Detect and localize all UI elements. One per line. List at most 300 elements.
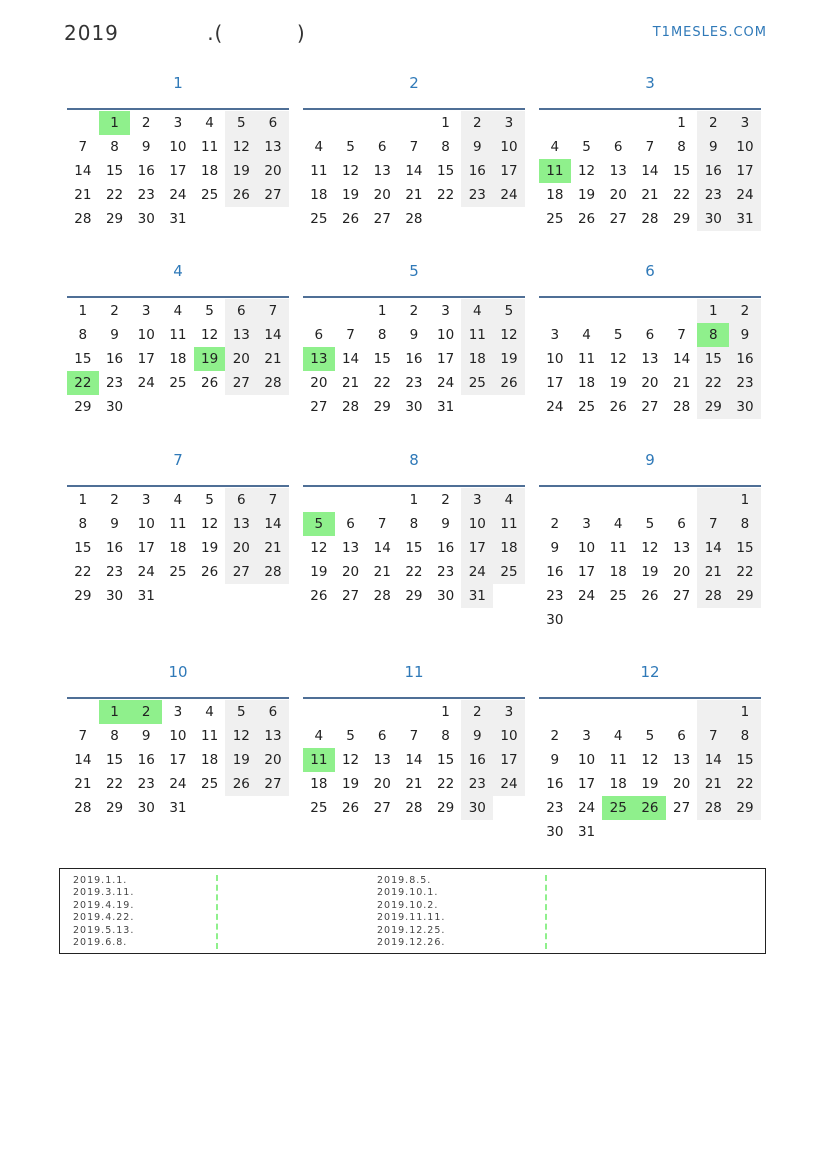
day-cell[interactable]: 18 bbox=[310, 187, 328, 203]
day-cell[interactable]: 19 bbox=[493, 347, 525, 371]
day-cell[interactable]: 24 bbox=[493, 183, 525, 207]
day-cell[interactable]: 28 bbox=[697, 584, 729, 608]
day-cell[interactable]: 13 bbox=[373, 163, 391, 179]
day-cell[interactable]: 23 bbox=[697, 183, 729, 207]
day-cell[interactable]: 17 bbox=[493, 159, 525, 183]
day-cell[interactable]: 8 bbox=[110, 728, 119, 744]
day-cell[interactable]: 12 bbox=[341, 163, 360, 179]
day-cell[interactable]: 17 bbox=[729, 159, 761, 183]
day-cell[interactable]: 2 bbox=[461, 111, 493, 135]
day-cell[interactable]: 12 bbox=[201, 327, 219, 343]
day-cell[interactable]: 26 bbox=[634, 796, 666, 820]
day-cell[interactable]: 16 bbox=[437, 540, 455, 556]
day-cell[interactable]: 4 bbox=[205, 115, 214, 131]
day-cell[interactable]: 16 bbox=[546, 776, 564, 792]
day-cell[interactable]: 7 bbox=[377, 516, 387, 532]
day-cell[interactable]: 29 bbox=[729, 796, 761, 820]
day-cell[interactable]: 17 bbox=[577, 776, 596, 792]
day-cell[interactable]: 6 bbox=[645, 327, 655, 343]
day-cell[interactable]: 21 bbox=[405, 776, 423, 792]
day-cell[interactable]: 30 bbox=[137, 800, 155, 816]
day-cell[interactable]: 9 bbox=[110, 327, 119, 343]
day-cell[interactable]: 28 bbox=[74, 800, 92, 816]
day-cell[interactable]: 8 bbox=[110, 139, 119, 155]
day-cell[interactable]: 3 bbox=[461, 488, 493, 512]
day-cell[interactable]: 8 bbox=[441, 728, 450, 744]
day-cell[interactable]: 24 bbox=[729, 183, 761, 207]
day-cell[interactable]: 15 bbox=[105, 163, 124, 179]
day-cell[interactable]: 16 bbox=[729, 347, 761, 371]
day-cell[interactable]: 27 bbox=[225, 371, 257, 395]
day-cell[interactable]: 9 bbox=[697, 135, 729, 159]
day-cell[interactable]: 15 bbox=[405, 540, 423, 556]
day-cell[interactable]: 8 bbox=[409, 516, 419, 532]
day-cell[interactable]: 7 bbox=[78, 139, 88, 155]
day-cell[interactable]: 14 bbox=[405, 752, 423, 768]
day-cell[interactable]: 22 bbox=[105, 776, 124, 792]
day-cell[interactable]: 9 bbox=[141, 728, 151, 744]
day-cell[interactable]: 29 bbox=[673, 211, 691, 227]
day-cell[interactable]: 6 bbox=[225, 488, 257, 512]
day-cell[interactable]: 15 bbox=[437, 163, 455, 179]
day-cell[interactable]: 26 bbox=[310, 588, 328, 604]
day-cell[interactable]: 16 bbox=[405, 351, 423, 367]
day-cell[interactable]: 16 bbox=[137, 752, 155, 768]
day-cell[interactable]: 22 bbox=[437, 187, 455, 203]
day-cell[interactable]: 14 bbox=[697, 748, 729, 772]
day-cell[interactable]: 2 bbox=[141, 115, 151, 131]
day-cell[interactable]: 22 bbox=[437, 776, 455, 792]
day-cell[interactable]: 9 bbox=[110, 516, 119, 532]
day-cell[interactable]: 17 bbox=[461, 536, 493, 560]
day-cell[interactable]: 26 bbox=[609, 399, 627, 415]
day-cell[interactable]: 10 bbox=[577, 752, 596, 768]
day-cell[interactable]: 26 bbox=[641, 588, 659, 604]
day-cell[interactable]: 11 bbox=[201, 139, 219, 155]
day-cell[interactable]: 29 bbox=[437, 800, 455, 816]
day-cell[interactable]: 21 bbox=[697, 772, 729, 796]
day-cell[interactable]: 28 bbox=[74, 211, 92, 227]
day-cell[interactable]: 30 bbox=[105, 588, 124, 604]
day-cell[interactable]: 16 bbox=[461, 748, 493, 772]
day-cell[interactable]: 6 bbox=[257, 111, 289, 135]
day-cell[interactable]: 24 bbox=[437, 375, 455, 391]
day-cell[interactable]: 25 bbox=[609, 588, 627, 604]
day-cell[interactable]: 21 bbox=[341, 375, 360, 391]
day-cell[interactable]: 4 bbox=[550, 139, 560, 155]
day-cell[interactable]: 1 bbox=[697, 299, 729, 323]
day-cell[interactable]: 3 bbox=[582, 728, 591, 744]
day-cell[interactable]: 24 bbox=[169, 187, 187, 203]
day-cell[interactable]: 26 bbox=[225, 772, 257, 796]
day-cell[interactable]: 3 bbox=[729, 111, 761, 135]
day-cell[interactable]: 25 bbox=[310, 211, 328, 227]
day-cell[interactable]: 31 bbox=[461, 584, 493, 608]
day-cell[interactable]: 13 bbox=[225, 512, 257, 536]
day-cell[interactable]: 13 bbox=[673, 540, 691, 556]
day-cell[interactable]: 7 bbox=[257, 488, 289, 512]
day-cell[interactable]: 29 bbox=[729, 584, 761, 608]
day-cell[interactable]: 11 bbox=[609, 752, 627, 768]
day-cell[interactable]: 18 bbox=[609, 564, 627, 580]
day-cell[interactable]: 10 bbox=[169, 139, 187, 155]
day-cell[interactable]: 12 bbox=[493, 323, 525, 347]
day-cell[interactable]: 2 bbox=[110, 492, 119, 508]
day-cell[interactable]: 30 bbox=[137, 211, 155, 227]
day-cell[interactable]: 9 bbox=[441, 516, 450, 532]
day-cell[interactable]: 13 bbox=[641, 351, 659, 367]
day-cell[interactable]: 5 bbox=[225, 111, 257, 135]
day-cell[interactable]: 23 bbox=[405, 375, 423, 391]
day-cell[interactable]: 1 bbox=[729, 700, 761, 724]
day-cell[interactable]: 6 bbox=[677, 516, 686, 532]
day-cell[interactable]: 28 bbox=[697, 796, 729, 820]
day-cell[interactable]: 27 bbox=[257, 772, 289, 796]
day-cell[interactable]: 5 bbox=[303, 512, 335, 536]
day-cell[interactable]: 20 bbox=[257, 159, 289, 183]
day-cell[interactable]: 2 bbox=[441, 492, 450, 508]
day-cell[interactable]: 8 bbox=[78, 516, 88, 532]
day-cell[interactable]: 20 bbox=[641, 375, 659, 391]
day-cell[interactable]: 25 bbox=[461, 371, 493, 395]
day-cell[interactable]: 4 bbox=[173, 303, 183, 319]
day-cell[interactable]: 11 bbox=[609, 540, 627, 556]
day-cell[interactable]: 3 bbox=[141, 492, 151, 508]
day-cell[interactable]: 14 bbox=[74, 163, 92, 179]
day-cell[interactable]: 20 bbox=[225, 536, 257, 560]
day-cell[interactable]: 18 bbox=[461, 347, 493, 371]
day-cell[interactable]: 23 bbox=[105, 564, 124, 580]
day-cell[interactable]: 10 bbox=[729, 135, 761, 159]
day-cell[interactable]: 14 bbox=[641, 163, 659, 179]
day-cell[interactable]: 29 bbox=[405, 588, 423, 604]
day-cell[interactable]: 23 bbox=[461, 772, 493, 796]
day-cell[interactable]: 31 bbox=[729, 207, 761, 231]
day-cell[interactable]: 2 bbox=[729, 299, 761, 323]
day-cell[interactable]: 5 bbox=[613, 327, 623, 343]
day-cell[interactable]: 5 bbox=[225, 700, 257, 724]
day-cell[interactable]: 1 bbox=[99, 700, 131, 724]
day-cell[interactable]: 2 bbox=[550, 516, 560, 532]
day-cell[interactable]: 6 bbox=[377, 728, 387, 744]
day-cell[interactable]: 29 bbox=[74, 399, 92, 415]
day-cell[interactable]: 27 bbox=[257, 183, 289, 207]
day-cell[interactable]: 28 bbox=[673, 399, 691, 415]
day-cell[interactable]: 15 bbox=[673, 163, 691, 179]
day-cell[interactable]: 22 bbox=[729, 772, 761, 796]
day-cell[interactable]: 30 bbox=[105, 399, 124, 415]
day-cell[interactable]: 4 bbox=[461, 299, 493, 323]
day-cell[interactable]: 24 bbox=[137, 375, 155, 391]
day-cell[interactable]: 16 bbox=[105, 351, 124, 367]
day-cell[interactable]: 17 bbox=[577, 564, 596, 580]
day-cell[interactable]: 12 bbox=[609, 351, 627, 367]
day-cell[interactable]: 26 bbox=[225, 183, 257, 207]
day-cell[interactable]: 21 bbox=[697, 560, 729, 584]
day-cell[interactable]: 1 bbox=[377, 303, 387, 319]
day-cell[interactable]: 3 bbox=[141, 303, 151, 319]
day-cell[interactable]: 25 bbox=[201, 187, 219, 203]
day-cell[interactable]: 15 bbox=[729, 748, 761, 772]
day-cell[interactable]: 14 bbox=[405, 163, 423, 179]
day-cell[interactable]: 9 bbox=[550, 752, 560, 768]
day-cell[interactable]: 3 bbox=[173, 704, 183, 720]
day-cell[interactable]: 16 bbox=[105, 540, 124, 556]
day-cell[interactable]: 1 bbox=[677, 115, 686, 131]
day-cell[interactable]: 10 bbox=[493, 135, 525, 159]
day-cell[interactable]: 10 bbox=[493, 724, 525, 748]
day-cell[interactable]: 8 bbox=[729, 512, 761, 536]
day-cell[interactable]: 31 bbox=[577, 824, 596, 840]
day-cell[interactable]: 19 bbox=[201, 540, 219, 556]
day-cell[interactable]: 26 bbox=[201, 375, 219, 391]
day-cell[interactable]: 3 bbox=[582, 516, 591, 532]
day-cell[interactable]: 23 bbox=[137, 187, 155, 203]
day-cell[interactable]: 30 bbox=[546, 612, 564, 628]
day-cell[interactable]: 23 bbox=[546, 800, 564, 816]
day-cell[interactable]: 16 bbox=[697, 159, 729, 183]
day-cell[interactable]: 16 bbox=[137, 163, 155, 179]
day-cell[interactable]: 29 bbox=[105, 211, 124, 227]
day-cell[interactable]: 27 bbox=[225, 560, 257, 584]
day-cell[interactable]: 2 bbox=[409, 303, 419, 319]
day-cell[interactable]: 8 bbox=[677, 139, 686, 155]
day-cell[interactable]: 15 bbox=[74, 351, 92, 367]
day-cell[interactable]: 21 bbox=[257, 536, 289, 560]
day-cell[interactable]: 20 bbox=[373, 776, 391, 792]
day-cell[interactable]: 5 bbox=[645, 516, 655, 532]
day-cell[interactable]: 7 bbox=[697, 724, 729, 748]
day-cell[interactable]: 5 bbox=[582, 139, 591, 155]
day-cell[interactable]: 6 bbox=[257, 700, 289, 724]
day-cell[interactable]: 29 bbox=[74, 588, 92, 604]
day-cell[interactable]: 30 bbox=[729, 395, 761, 419]
day-cell[interactable]: 4 bbox=[493, 488, 525, 512]
day-cell[interactable]: 30 bbox=[405, 399, 423, 415]
day-cell[interactable]: 3 bbox=[550, 327, 560, 343]
day-cell[interactable]: 11 bbox=[303, 748, 335, 772]
day-cell[interactable]: 19 bbox=[194, 347, 226, 371]
day-cell[interactable]: 20 bbox=[225, 347, 257, 371]
day-cell[interactable]: 31 bbox=[437, 399, 455, 415]
day-cell[interactable]: 10 bbox=[137, 327, 155, 343]
day-cell[interactable]: 20 bbox=[673, 776, 691, 792]
day-cell[interactable]: 8 bbox=[441, 139, 450, 155]
day-cell[interactable]: 1 bbox=[409, 492, 419, 508]
day-cell[interactable]: 25 bbox=[577, 399, 596, 415]
day-cell[interactable]: 15 bbox=[437, 752, 455, 768]
day-cell[interactable]: 2 bbox=[130, 700, 162, 724]
day-cell[interactable]: 28 bbox=[405, 800, 423, 816]
day-cell[interactable]: 7 bbox=[409, 139, 419, 155]
day-cell[interactable]: 14 bbox=[673, 351, 691, 367]
day-cell[interactable]: 13 bbox=[257, 724, 289, 748]
day-cell[interactable]: 30 bbox=[546, 824, 564, 840]
day-cell[interactable]: 21 bbox=[405, 187, 423, 203]
day-cell[interactable]: 25 bbox=[201, 776, 219, 792]
day-cell[interactable]: 7 bbox=[257, 299, 289, 323]
day-cell[interactable]: 17 bbox=[546, 375, 564, 391]
day-cell[interactable]: 25 bbox=[493, 560, 525, 584]
day-cell[interactable]: 24 bbox=[461, 560, 493, 584]
day-cell[interactable]: 18 bbox=[493, 536, 525, 560]
day-cell[interactable]: 6 bbox=[613, 139, 623, 155]
day-cell[interactable]: 18 bbox=[546, 187, 564, 203]
day-cell[interactable]: 12 bbox=[310, 540, 328, 556]
day-cell[interactable]: 11 bbox=[169, 516, 187, 532]
day-cell[interactable]: 15 bbox=[74, 540, 92, 556]
day-cell[interactable]: 20 bbox=[673, 564, 691, 580]
day-cell[interactable]: 22 bbox=[697, 371, 729, 395]
day-cell[interactable]: 27 bbox=[609, 211, 627, 227]
day-cell[interactable]: 19 bbox=[310, 564, 328, 580]
day-cell[interactable]: 8 bbox=[377, 327, 387, 343]
site-logo[interactable]: T1MESLES.COM bbox=[652, 25, 767, 40]
day-cell[interactable]: 14 bbox=[257, 512, 289, 536]
day-cell[interactable]: 29 bbox=[373, 399, 391, 415]
day-cell[interactable]: 1 bbox=[99, 111, 131, 135]
day-cell[interactable]: 28 bbox=[405, 211, 423, 227]
day-cell[interactable]: 11 bbox=[310, 163, 328, 179]
day-cell[interactable]: 7 bbox=[645, 139, 655, 155]
day-cell[interactable]: 10 bbox=[437, 327, 455, 343]
day-cell[interactable]: 6 bbox=[314, 327, 324, 343]
day-cell[interactable]: 19 bbox=[225, 159, 257, 183]
day-cell[interactable]: 8 bbox=[697, 323, 729, 347]
day-cell[interactable]: 24 bbox=[577, 588, 596, 604]
day-cell[interactable]: 5 bbox=[645, 728, 655, 744]
day-cell[interactable]: 13 bbox=[341, 540, 360, 556]
day-cell[interactable]: 12 bbox=[341, 752, 360, 768]
day-cell[interactable]: 9 bbox=[409, 327, 419, 343]
day-cell[interactable]: 14 bbox=[257, 323, 289, 347]
day-cell[interactable]: 23 bbox=[137, 776, 155, 792]
day-cell[interactable]: 3 bbox=[173, 115, 183, 131]
day-cell[interactable]: 1 bbox=[441, 115, 450, 131]
day-cell[interactable]: 17 bbox=[169, 163, 187, 179]
day-cell[interactable]: 22 bbox=[373, 375, 391, 391]
day-cell[interactable]: 30 bbox=[437, 588, 455, 604]
day-cell[interactable]: 2 bbox=[110, 303, 119, 319]
day-cell[interactable]: 7 bbox=[346, 327, 355, 343]
day-cell[interactable]: 28 bbox=[641, 211, 659, 227]
day-cell[interactable]: 15 bbox=[697, 347, 729, 371]
day-cell[interactable]: 9 bbox=[550, 540, 560, 556]
day-cell[interactable]: 30 bbox=[461, 796, 493, 820]
day-cell[interactable]: 18 bbox=[201, 752, 219, 768]
day-cell[interactable]: 19 bbox=[341, 776, 360, 792]
day-cell[interactable]: 9 bbox=[461, 724, 493, 748]
day-cell[interactable]: 2 bbox=[697, 111, 729, 135]
day-cell[interactable]: 16 bbox=[461, 159, 493, 183]
day-cell[interactable]: 25 bbox=[602, 796, 634, 820]
day-cell[interactable]: 28 bbox=[257, 560, 289, 584]
day-cell[interactable]: 18 bbox=[609, 776, 627, 792]
day-cell[interactable]: 12 bbox=[201, 516, 219, 532]
day-cell[interactable]: 30 bbox=[697, 207, 729, 231]
day-cell[interactable]: 24 bbox=[546, 399, 564, 415]
day-cell[interactable]: 28 bbox=[341, 399, 360, 415]
day-cell[interactable]: 26 bbox=[341, 211, 360, 227]
day-cell[interactable]: 14 bbox=[373, 540, 391, 556]
day-cell[interactable]: 6 bbox=[225, 299, 257, 323]
day-cell[interactable]: 10 bbox=[577, 540, 596, 556]
day-cell[interactable]: 27 bbox=[641, 399, 659, 415]
day-cell[interactable]: 24 bbox=[137, 564, 155, 580]
day-cell[interactable]: 4 bbox=[205, 704, 214, 720]
day-cell[interactable]: 25 bbox=[169, 375, 187, 391]
day-cell[interactable]: 1 bbox=[729, 488, 761, 512]
day-cell[interactable]: 21 bbox=[641, 187, 659, 203]
day-cell[interactable]: 9 bbox=[141, 139, 151, 155]
day-cell[interactable]: 22 bbox=[729, 560, 761, 584]
day-cell[interactable]: 13 bbox=[225, 323, 257, 347]
day-cell[interactable]: 28 bbox=[257, 371, 289, 395]
day-cell[interactable]: 11 bbox=[577, 351, 596, 367]
day-cell[interactable]: 27 bbox=[310, 399, 328, 415]
day-cell[interactable]: 12 bbox=[577, 163, 596, 179]
day-cell[interactable]: 22 bbox=[74, 564, 92, 580]
day-cell[interactable]: 1 bbox=[78, 303, 88, 319]
day-cell[interactable]: 6 bbox=[346, 516, 355, 532]
day-cell[interactable]: 22 bbox=[67, 371, 99, 395]
day-cell[interactable]: 27 bbox=[373, 211, 391, 227]
day-cell[interactable]: 17 bbox=[137, 351, 155, 367]
day-cell[interactable]: 27 bbox=[341, 588, 360, 604]
day-cell[interactable]: 7 bbox=[697, 512, 729, 536]
day-cell[interactable]: 19 bbox=[641, 564, 659, 580]
day-cell[interactable]: 21 bbox=[673, 375, 691, 391]
day-cell[interactable]: 15 bbox=[729, 536, 761, 560]
day-cell[interactable]: 31 bbox=[169, 800, 187, 816]
day-cell[interactable]: 11 bbox=[169, 327, 187, 343]
day-cell[interactable]: 28 bbox=[373, 588, 391, 604]
day-cell[interactable]: 10 bbox=[137, 516, 155, 532]
day-cell[interactable]: 12 bbox=[641, 752, 659, 768]
day-cell[interactable]: 29 bbox=[697, 395, 729, 419]
day-cell[interactable]: 20 bbox=[310, 375, 328, 391]
day-cell[interactable]: 2 bbox=[550, 728, 560, 744]
day-cell[interactable]: 10 bbox=[169, 728, 187, 744]
day-cell[interactable]: 24 bbox=[577, 800, 596, 816]
day-cell[interactable]: 23 bbox=[461, 183, 493, 207]
day-cell[interactable]: 14 bbox=[74, 752, 92, 768]
day-cell[interactable]: 17 bbox=[493, 748, 525, 772]
day-cell[interactable]: 4 bbox=[613, 516, 623, 532]
day-cell[interactable]: 4 bbox=[314, 139, 324, 155]
day-cell[interactable]: 9 bbox=[729, 323, 761, 347]
day-cell[interactable]: 11 bbox=[461, 323, 493, 347]
day-cell[interactable]: 4 bbox=[613, 728, 623, 744]
day-cell[interactable]: 3 bbox=[441, 303, 450, 319]
day-cell[interactable]: 26 bbox=[493, 371, 525, 395]
day-cell[interactable]: 15 bbox=[105, 752, 124, 768]
day-cell[interactable]: 26 bbox=[577, 211, 596, 227]
day-cell[interactable]: 18 bbox=[169, 351, 187, 367]
day-cell[interactable]: 19 bbox=[225, 748, 257, 772]
day-cell[interactable]: 17 bbox=[137, 540, 155, 556]
day-cell[interactable]: 13 bbox=[673, 752, 691, 768]
day-cell[interactable]: 13 bbox=[303, 347, 335, 371]
day-cell[interactable]: 6 bbox=[677, 728, 686, 744]
day-cell[interactable]: 6 bbox=[377, 139, 387, 155]
day-cell[interactable]: 5 bbox=[205, 303, 214, 319]
day-cell[interactable]: 19 bbox=[577, 187, 596, 203]
day-cell[interactable]: 20 bbox=[341, 564, 360, 580]
day-cell[interactable]: 25 bbox=[546, 211, 564, 227]
day-cell[interactable]: 21 bbox=[74, 776, 92, 792]
day-cell[interactable]: 23 bbox=[105, 375, 124, 391]
